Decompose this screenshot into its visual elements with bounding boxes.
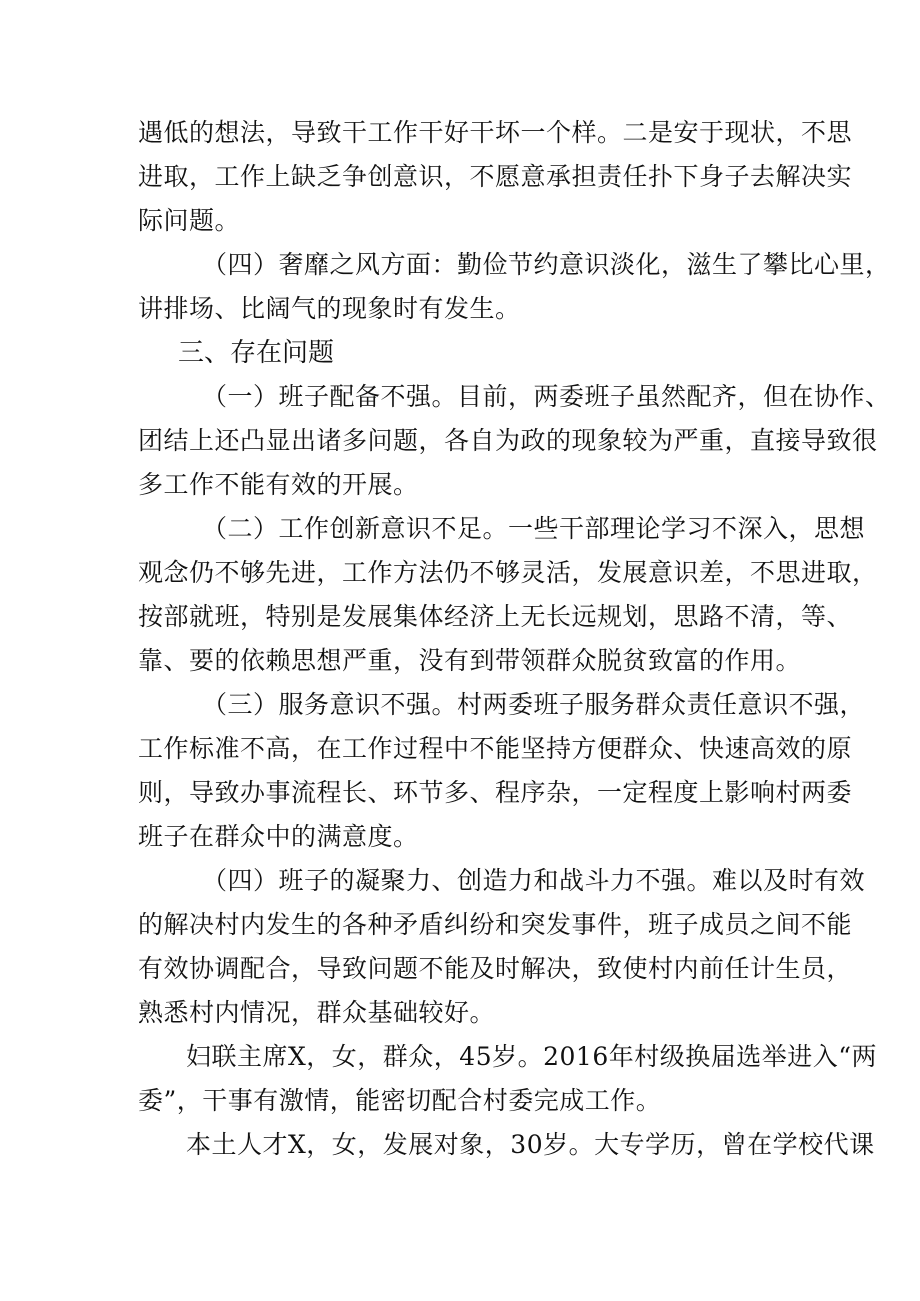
paragraph-line: 观念仍不够先进，工作方法仍不够灵活，发展意识差，不思进取，	[138, 558, 878, 587]
paragraph-line: 妇联主席X，女，群众，45岁。2016年村级换届选举进入“两	[186, 1042, 878, 1071]
paragraph-line: （四）奢靡之风方面：勤俭节约意识淡化，滋生了攀比心里，	[202, 250, 891, 279]
paragraph-line: 多工作不能有效的开展。	[138, 470, 419, 499]
paragraph-line: 熟悉村内情况，群众基础较好。	[138, 998, 496, 1027]
paragraph-line: 按部就班，特别是发展集体经济上无长远规划，思路不清，等、	[138, 602, 853, 631]
paragraph-line: 本土人才X，女，发展对象，30岁。大专学历，曾在学校代课	[186, 1130, 875, 1159]
paragraph-line: 的解决村内发生的各种矛盾纠纷和突发事件，班子成员之间不能	[138, 910, 853, 939]
paragraph-line: 靠、要的依赖思想严重，没有到带领群众脱贫致富的作用。	[138, 646, 802, 675]
paragraph-line: 有效协调配合，导致问题不能及时解决，致使村内前任计生员，	[138, 954, 853, 983]
paragraph-line: 进取，工作上缺乏争创意识，不愿意承担责任扑下身子去解决实	[138, 162, 853, 191]
paragraph-line: 遇低的想法，导致干工作干好干坏一个样。二是安于现状，不思	[138, 118, 853, 147]
paragraph-line: （一）班子配备不强。目前，两委班子虽然配齐，但在协作、	[202, 382, 891, 411]
paragraph-line: 班子在群众中的满意度。	[138, 822, 419, 851]
paragraph-line: 工作标准不高，在工作过程中不能坚持方便群众、快速高效的原	[138, 734, 853, 763]
paragraph-line: 际问题。	[138, 206, 241, 235]
paragraph-line: 则，导致办事流程长、环节多、程序杂，一定程度上影响村两委	[138, 778, 853, 807]
paragraph-line: （二）工作创新意识不足。一些干部理论学习不深入，思想	[202, 514, 866, 543]
paragraph-line: （四）班子的凝聚力、创造力和战斗力不强。难以及时有效	[202, 866, 866, 895]
paragraph-line: 讲排场、比阔气的现象时有发生。	[138, 294, 521, 323]
paragraph-line: 委”，干事有激情，能密切配合村委完成工作。	[138, 1086, 662, 1115]
paragraph-line: 团结上还凸显出诸多问题，各自为政的现象较为严重，直接导致很	[138, 426, 878, 455]
section-heading: 三、存在问题	[178, 338, 335, 368]
paragraph-line: （三）服务意识不强。村两委班子服务群众责任意识不强，	[202, 690, 866, 719]
